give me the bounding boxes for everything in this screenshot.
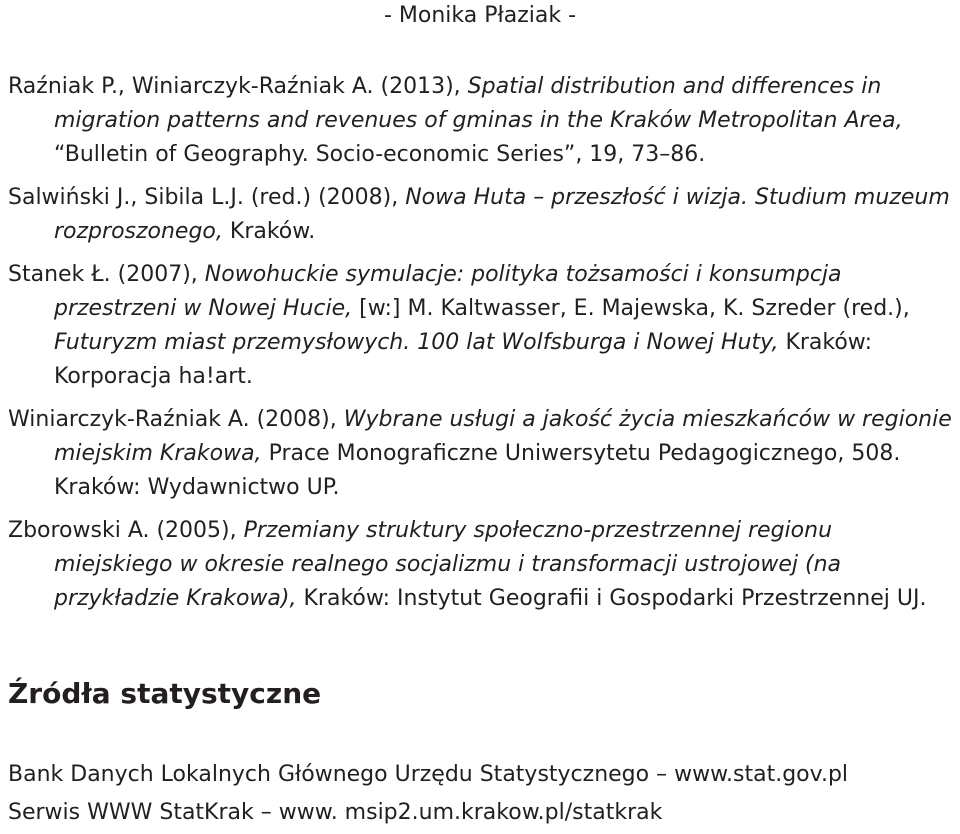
references-list <box>8 70 956 625</box>
reference-authors: Stanek Ł. (2007), <box>8 262 198 287</box>
source-item: Bank Danych Lokalnych Głównego Urzędu Statystycznego – www.stat.gov.pl <box>8 762 849 787</box>
reference-item <box>8 258 956 394</box>
reference-title: Nowa Huta – przeszłość i wizja. Studium muzeum rozproszonego, <box>54 185 950 244</box>
reference-item <box>8 181 956 249</box>
reference-authors: Winiarczyk-Raźniak A. (2008), <box>8 407 337 432</box>
reference-authors: Salwiński J., Sibila L.J. (red.) (2008), <box>8 185 399 210</box>
reference-item <box>8 70 956 172</box>
reference-title: Spatial distribution and differences in migration patterns and revenues of gminas in the Kraków Metropolitan Area, <box>54 74 903 133</box>
reference-item <box>8 514 956 616</box>
section-title: Źródła statystyczne <box>8 677 322 710</box>
reference-title: Wybrane usługi a jakość życia mieszkańców w regionie miejskim Krakowa, <box>54 407 952 466</box>
source-item: Serwis WWW StatKrak – www. msip2.um.krakow.pl/statkrak <box>8 800 663 825</box>
reference-book-title: Futuryzm miast przemysłowych. 100 lat Wolfsburga i Nowej Huty, <box>54 330 779 355</box>
reference-title: Nowohuckie symulacje: polityka tożsamości i konsumpcja przestrzeni w Nowej Hucie, <box>54 262 842 321</box>
page-header-author: - Monika Płaziak - <box>383 3 577 28</box>
reference-details: Kraków: Korporacja ha!art. <box>54 330 873 389</box>
reference-authors: Raźniak P., Winiarczyk-Raźniak A. (2013), <box>8 74 461 99</box>
reference-details: Kraków: Instytut Geografii i Gospodarki Przestrzennej UJ. <box>303 586 927 611</box>
reference-details: Kraków. <box>229 219 316 244</box>
reference-title: Przemiany struktury społeczno-przestrzennej regionu miejskiego w okresie realnego socjalizmu i transformacji ustrojowej (na przykładzie Krakowa), <box>54 518 842 611</box>
statistical-sources-list <box>8 758 848 834</box>
reference-authors: Zborowski A. (2005), <box>8 518 237 543</box>
reference-editors: [w:] M. Kaltwasser, E. Majewska, K. Szreder (red.), <box>359 296 910 321</box>
reference-details: Prace Monograficzne Uniwersytetu Pedagogicznego, 508. Kraków: Wydawnictwo UP. <box>54 441 901 500</box>
reference-details: “Bulletin of Geography. Socio-economic Series”, 19, 73–86. <box>54 142 706 167</box>
reference-item <box>8 403 956 505</box>
